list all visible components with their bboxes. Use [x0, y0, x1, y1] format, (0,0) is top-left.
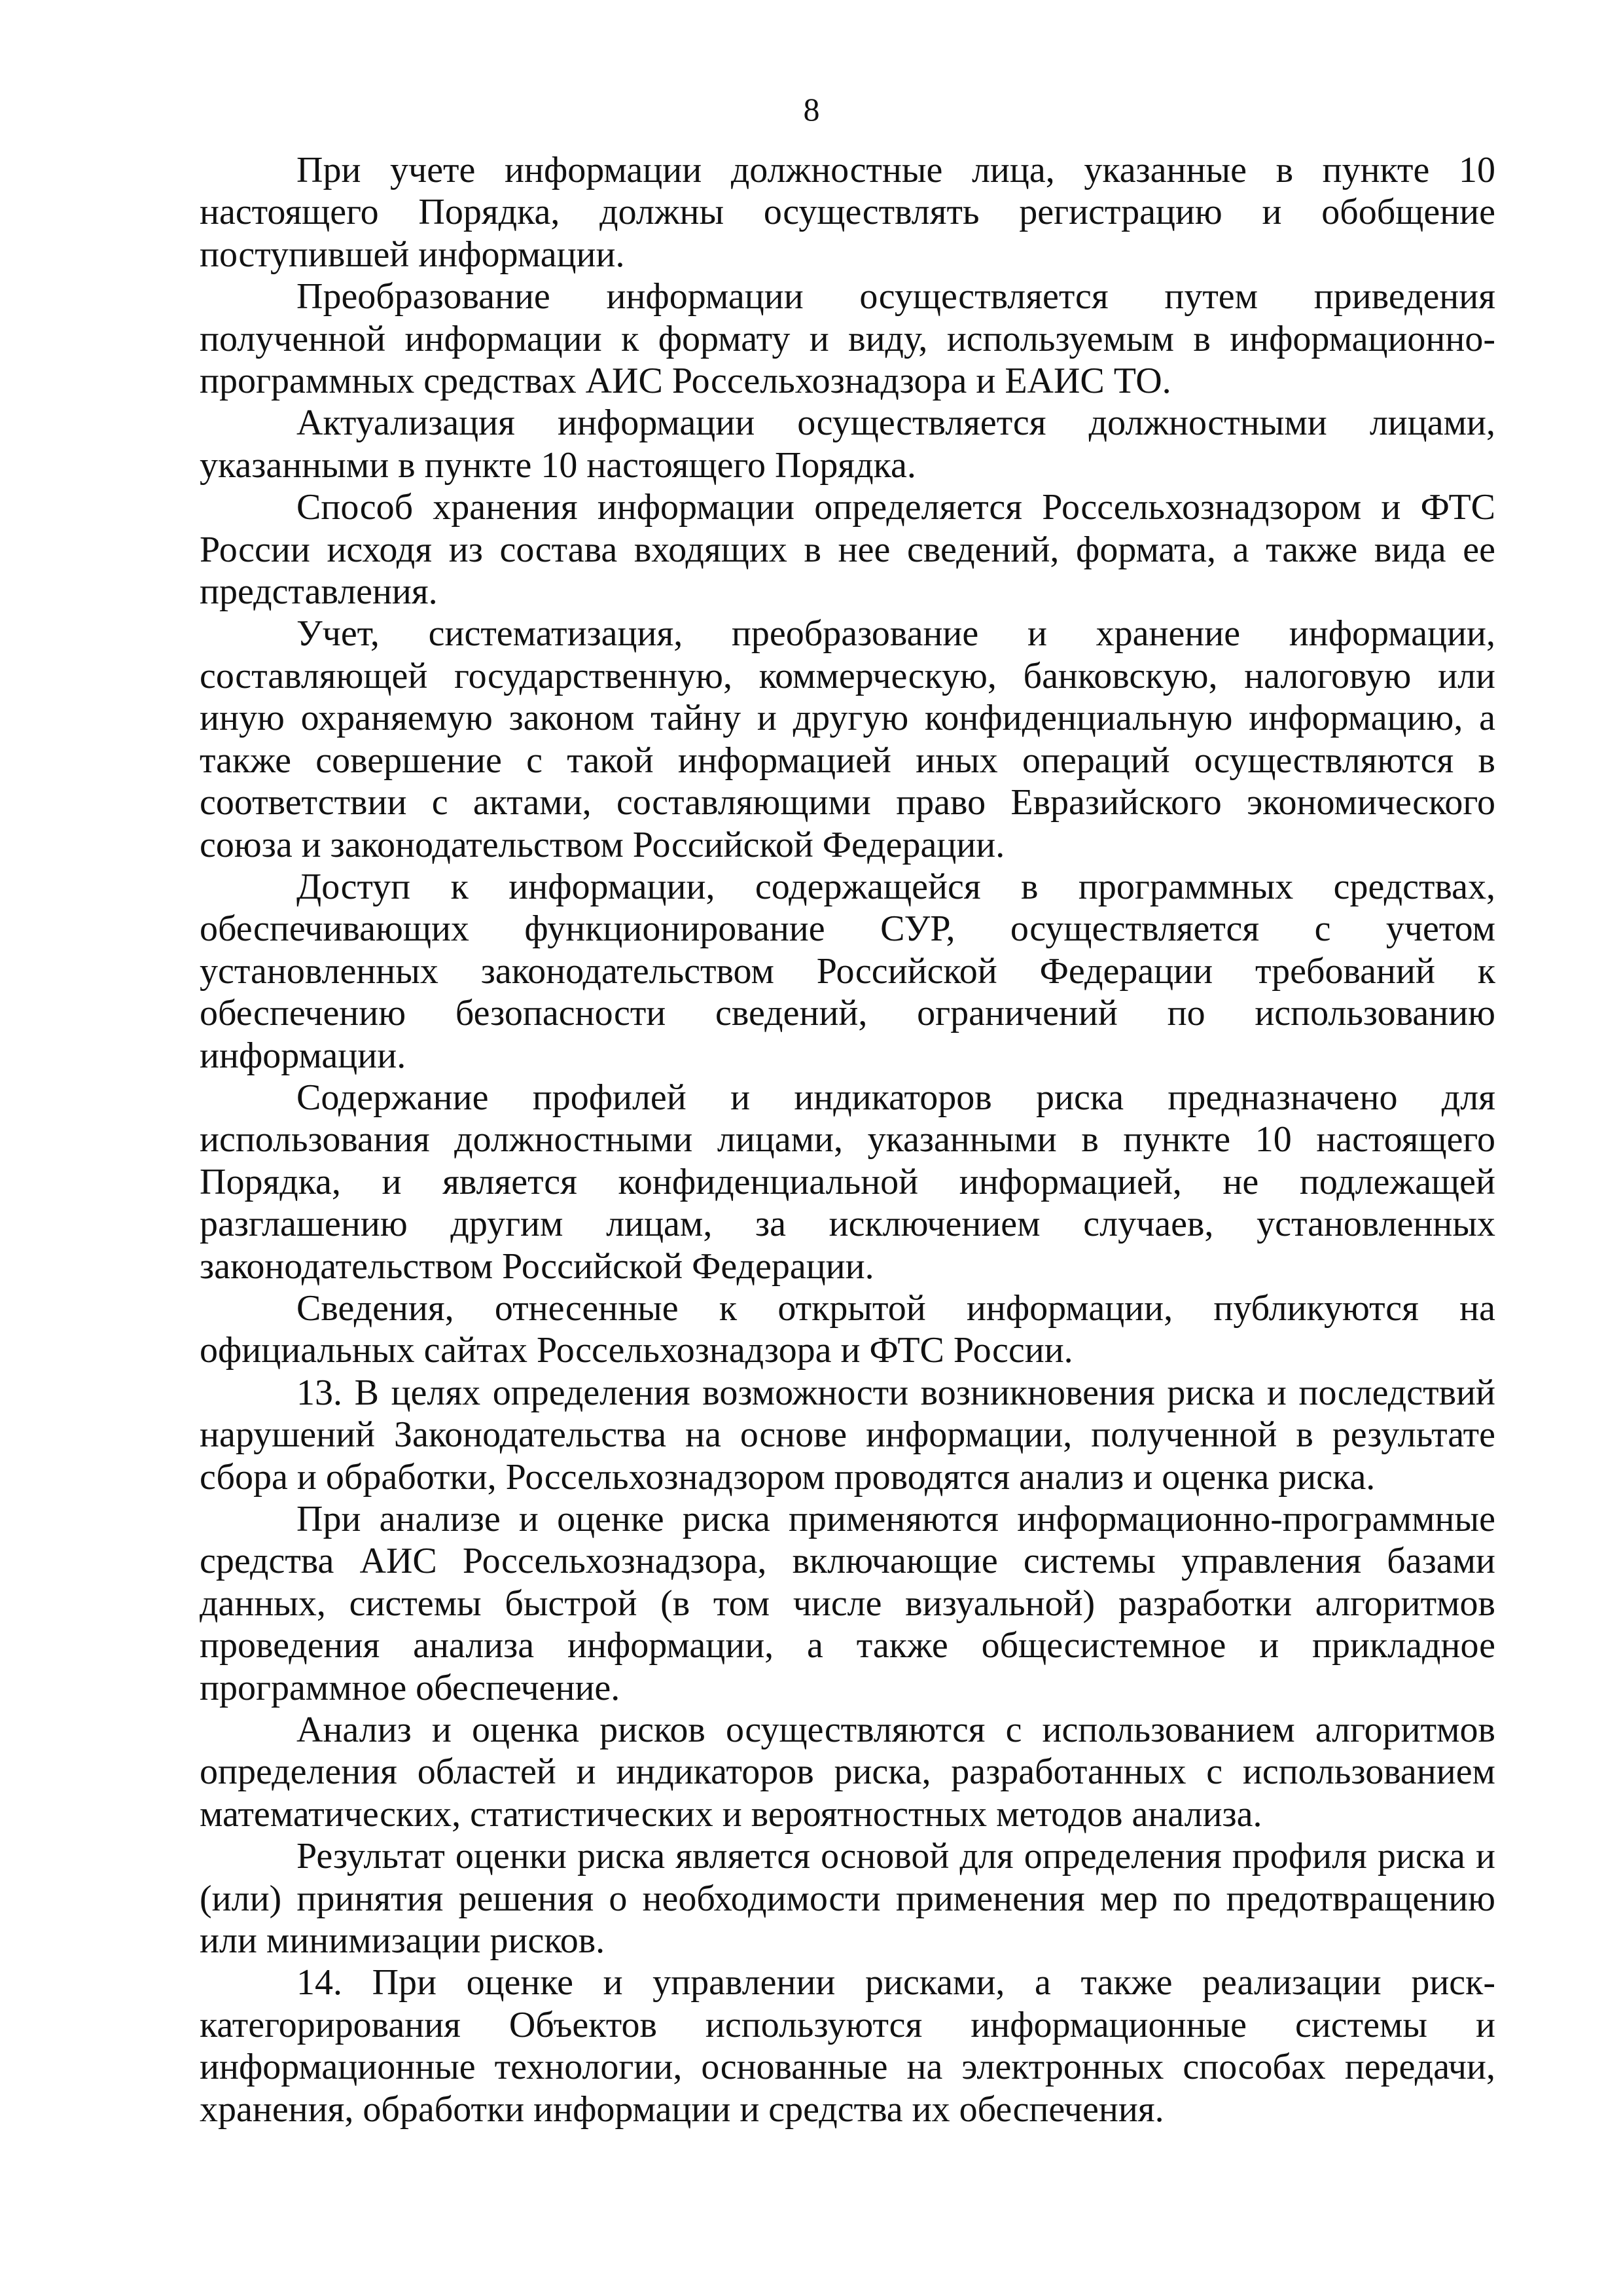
paragraph: Анализ и оценка рисков осуществляются с использованием алгоритмов определения областей и индикаторов риска, разработанных с использованием математических, статистических и вероятностных методов анализа.: [200, 1710, 1495, 1835]
paragraph: Учет, систематизация, преобразование и хранение информации, составляющей государственную, коммерческую, банковскую, налоговую или иную охраняемую законом тайну и другую конфиденциальную информацию, а также совершение с такой информацией иных операций осуществляются в соответствии с актами, составляющими право Евразийского экономического союза и законодательством Российской Федерации.: [200, 613, 1495, 865]
document-body: [200, 149, 1495, 2130]
page-number: 8: [803, 91, 820, 128]
paragraph: Преобразование информации осуществляется путем приведения полученной информации к формату и виду, используемым в информационно-программных средствах АИС Россельхознадзора и ЕАИС ТО.: [200, 276, 1495, 402]
paragraph: При анализе и оценке риска применяются информационно-программные средства АИС Россельхознадзора, включающие системы управления базами данных, системы быстрой (в том числе визуальной) разработки алгоритмов проведения анализа информации, а также общесистемное и прикладное программное обеспечение.: [200, 1499, 1495, 1708]
paragraph: При учете информации должностные лица, указанные в пункте 10 настоящего Порядка, должны осуществлять регистрацию и обобщение поступившей информации.: [200, 150, 1495, 275]
paragraph: Доступ к информации, содержащейся в программных средствах, обеспечивающих функционирование СУР, осуществляется с учетом установленных законодательством Российской Федерации требований к обеспечению безопасности сведений, ограничений по использованию информации.: [200, 866, 1495, 1076]
paragraph: Способ хранения информации определяется Россельхознадзором и ФТС России исходя из состава входящих в нее сведений, формата, а также вида ее представления.: [200, 487, 1495, 613]
paragraph-section-13: 13. В целях определения возможности возникновения риска и последствий нарушений Законодательства на основе информации, полученной в результате сбора и обработки, Россельхознадзором проводятся анализ и оценка риска.: [200, 1372, 1495, 1498]
paragraph-section-14: 14. При оценке и управлении рисками, а также реализации риск-категорирования Объектов используются информационные системы и информационные технологии, основанные на электронных способах передачи, хранения, обработки информации и средства их обеспечения.: [200, 1962, 1495, 2130]
paragraph: Сведения, отнесенные к открытой информации, публикуются на официальных сайтах Россельхознадзора и ФТС России.: [200, 1287, 1495, 1371]
paragraph: Актуализация информации осуществляется должностными лицами, указанными в пункте 10 настоящего Порядка.: [200, 403, 1495, 486]
paragraph: Содержание профилей и индикаторов риска предназначено для использования должностными лицами, указанными в пункте 10 настоящего Порядка, и является конфиденциальной информацией, не подлежащей разглашению другим лицам, за исключением случаев, установленных законодательством Российской Федерации.: [200, 1077, 1495, 1287]
paragraph: Результат оценки риска является основой для определения профиля риска и (или) принятия решения о необходимости применения мер по предотвращению или минимизации рисков.: [200, 1836, 1495, 1962]
